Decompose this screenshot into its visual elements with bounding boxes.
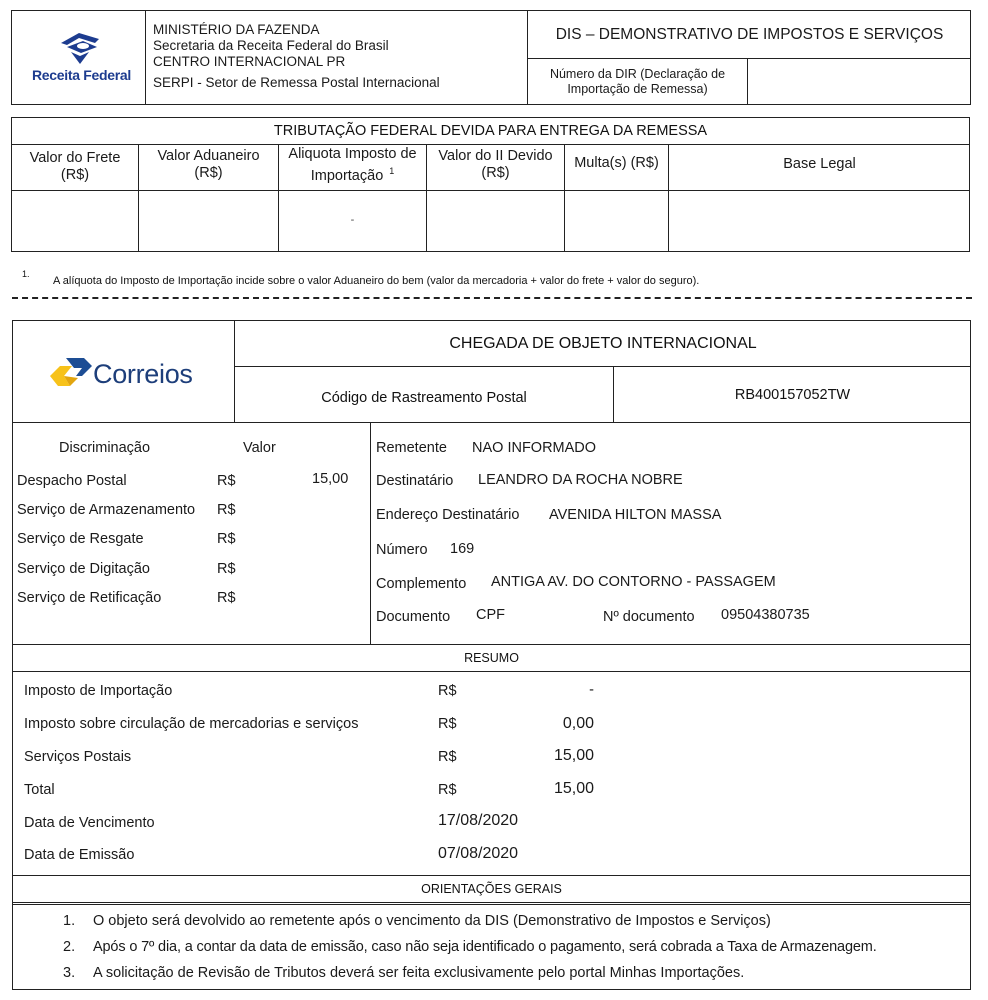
column-header-valor-ii bbox=[427, 144, 564, 186]
cell-valor-ii bbox=[427, 191, 564, 251]
dir-label-line: Importação de Remessa) bbox=[567, 82, 708, 96]
resumo-value: 15,00 bbox=[553, 747, 594, 764]
column-header-line: Valor do II Devido bbox=[438, 148, 553, 164]
receita-federal-label: Receita Federal bbox=[32, 67, 131, 83]
dir-value bbox=[748, 59, 970, 105]
documento-value: CPF bbox=[476, 607, 505, 623]
resumo-currency: R$ bbox=[438, 782, 457, 798]
vencimento-label: Data de Vencimento bbox=[24, 815, 155, 831]
correios-label: Correios bbox=[93, 359, 193, 389]
orientacao-number: 2. bbox=[63, 939, 76, 955]
column-header-base-legal bbox=[669, 144, 970, 184]
cell-aliquota: - bbox=[350, 214, 355, 226]
orientacoes-title: ORIENTAÇÕES GERAIS bbox=[421, 882, 562, 896]
orientacao-number: 1. bbox=[63, 913, 76, 929]
resumo-label: Serviços Postais bbox=[24, 749, 132, 765]
service-label: Serviço de Retificação bbox=[17, 590, 162, 606]
dir-label bbox=[528, 59, 747, 105]
orientacao-text: Após o 7º dia, a contar da data de emissão, caso não seja identificado o pagamento, será cobrada a Taxa de Armazenagem. bbox=[93, 939, 877, 955]
remetente-label: Remetente bbox=[376, 440, 447, 456]
correios-title: CHEGADA DE OBJETO INTERNACIONAL bbox=[449, 334, 757, 352]
divider bbox=[12, 671, 971, 672]
service-label: Despacho Postal bbox=[17, 473, 127, 489]
n-documento-value: 09504380735 bbox=[721, 607, 810, 623]
service-currency: R$ bbox=[217, 531, 236, 547]
service-currency: R$ bbox=[217, 473, 236, 489]
column-header-valor-aduaneiro bbox=[139, 144, 278, 186]
service-label: Serviço de Armazenamento bbox=[17, 502, 196, 518]
column-header-line: Valor Aduaneiro bbox=[157, 148, 260, 164]
resumo-currency: R$ bbox=[438, 683, 457, 699]
resumo-value: 15,00 bbox=[553, 780, 594, 797]
numero-value: 169 bbox=[450, 541, 475, 557]
tracking-code: RB400157052TW bbox=[734, 386, 851, 403]
column-header-line: (R$) bbox=[194, 165, 223, 181]
service-currency: R$ bbox=[217, 502, 236, 518]
org-line: Secretaria da Receita Federal do Brasil bbox=[153, 38, 389, 53]
receita-federal-logo bbox=[20, 28, 140, 88]
column-header-line: Valor do Frete bbox=[29, 150, 121, 166]
destinatario-value: LEANDRO DA ROCHA NOBRE bbox=[478, 472, 683, 488]
org-line: SERPI - Setor de Remessa Postal Internacional bbox=[153, 75, 440, 90]
valor-header: Valor bbox=[243, 440, 276, 456]
column-header-line: (R$) bbox=[60, 167, 90, 183]
resumo-value: 0,00 bbox=[562, 715, 594, 732]
complemento-value: ANTIGA AV. DO CONTORNO - PASSAGEM bbox=[491, 574, 776, 590]
correios-emblem-icon bbox=[48, 356, 92, 390]
resumo-label: Imposto sobre circulação de mercadorias e serviços bbox=[24, 716, 359, 732]
column-header-multas bbox=[565, 144, 668, 182]
resumo-currency: R$ bbox=[438, 749, 457, 765]
divider bbox=[370, 422, 371, 644]
dir-label-line: Número da DIR (Declaração de bbox=[549, 67, 726, 81]
cell-valor-aduaneiro bbox=[139, 191, 278, 251]
emissao-value: 07/08/2020 bbox=[438, 845, 519, 862]
divider bbox=[145, 10, 146, 105]
service-label: Serviço de Resgate bbox=[17, 531, 144, 547]
cut-line bbox=[12, 297, 972, 299]
column-header-line: Base Legal bbox=[783, 155, 856, 172]
tributacao-title: TRIBUTAÇÃO FEDERAL DEVIDA PARA ENTREGA DA REMESSA bbox=[273, 123, 708, 139]
endereco-label: Endereço Destinatário bbox=[376, 507, 520, 523]
column-header-valor-frete bbox=[12, 146, 138, 188]
numero-label: Número bbox=[376, 542, 428, 558]
column-header-line: Importação bbox=[310, 167, 384, 184]
orientacao-number: 3. bbox=[63, 965, 76, 981]
service-value: 15,00 bbox=[312, 471, 349, 487]
column-header-line: Multa(s) (R$) bbox=[574, 154, 659, 171]
column-header-line: Aliquota Imposto de bbox=[288, 145, 417, 162]
service-label: Serviço de Digitação bbox=[17, 561, 150, 577]
resumo-label: Imposto de Importação bbox=[24, 683, 173, 699]
column-header-line: (R$) bbox=[481, 165, 510, 181]
service-currency: R$ bbox=[217, 590, 236, 606]
divider bbox=[12, 422, 971, 423]
footnote-mark: 1. bbox=[22, 269, 30, 279]
vencimento-value: 17/08/2020 bbox=[438, 812, 519, 829]
correios-logo bbox=[48, 352, 208, 396]
documento-label: Documento bbox=[376, 609, 451, 625]
footnote-ref: 1 bbox=[389, 165, 395, 176]
receita-federal-emblem-icon bbox=[53, 31, 107, 65]
endereco-value: AVENIDA HILTON MASSA bbox=[549, 507, 722, 523]
cell-base-legal bbox=[669, 191, 970, 251]
org-info bbox=[153, 22, 440, 91]
column-header-aliquota bbox=[279, 144, 426, 186]
org-line: MINISTÉRIO DA FAZENDA bbox=[153, 22, 320, 37]
footnote-text: A alíquota do Imposto de Importação incide sobre o valor Aduaneiro do bem (valor da mercadoria + valor do frete + valor do seguro). bbox=[53, 275, 700, 287]
resumo-currency: R$ bbox=[438, 716, 457, 732]
service-currency: R$ bbox=[217, 561, 236, 577]
emissao-label: Data de Emissão bbox=[24, 847, 135, 863]
cell-valor-frete bbox=[12, 191, 138, 251]
document-title: DIS – DEMONSTRATIVO DE IMPOSTOS E SERVIÇOS bbox=[555, 25, 944, 43]
orientacao-text: A solicitação de Revisão de Tributos deverá ser feita exclusivamente pelo portal Minhas Importações. bbox=[93, 965, 745, 981]
resumo-value: - bbox=[589, 682, 594, 698]
complemento-label: Complemento bbox=[376, 576, 467, 592]
remetente-value: NAO INFORMADO bbox=[472, 440, 597, 456]
orientacao-text: O objeto será devolvido ao remetente após o vencimento da DIS (Demonstrativo de Impostos e Serviços) bbox=[93, 913, 771, 929]
cell-multas bbox=[565, 191, 668, 251]
tracking-label: Código de Rastreamento Postal bbox=[321, 389, 527, 406]
org-line: CENTRO INTERNACIONAL PR bbox=[153, 54, 346, 69]
discriminacao-header: Discriminação bbox=[59, 440, 151, 456]
destinatario-label: Destinatário bbox=[376, 473, 454, 489]
resumo-title: RESUMO bbox=[464, 651, 519, 665]
resumo-label: Total bbox=[24, 782, 55, 798]
n-documento-label: Nº documento bbox=[603, 609, 695, 625]
